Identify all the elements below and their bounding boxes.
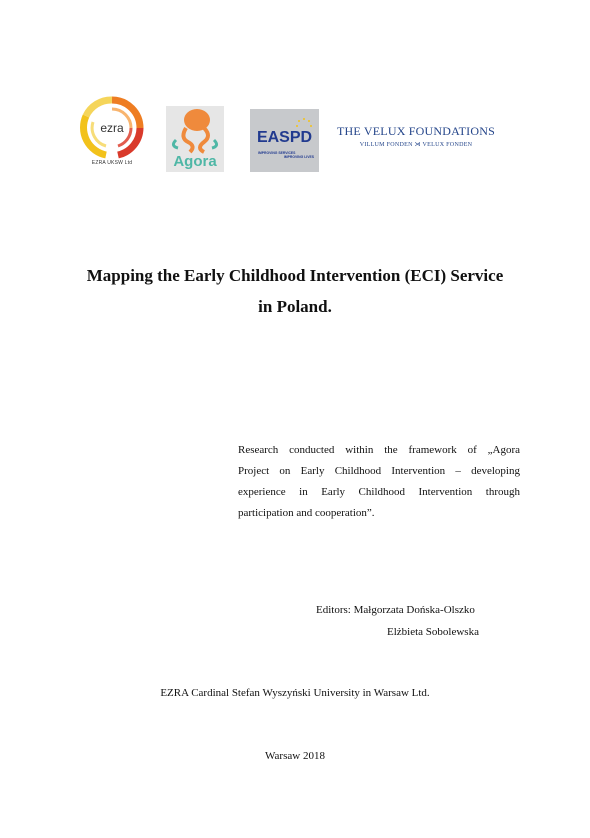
ezra-caption: EZRA UKSW Ltd <box>91 160 133 166</box>
place-year: Warsaw 2018 <box>265 750 325 762</box>
document-title-line-2: in Poland. <box>258 297 332 316</box>
ezra-logo <box>78 96 146 170</box>
velux-logo <box>336 124 506 154</box>
easpd-tagline-1: IMPROVING SERVICES <box>258 151 296 155</box>
document-title-line-1: Mapping the Early Childhood Intervention (ECI) Service <box>86 266 504 285</box>
ezra-ring-icon <box>78 96 146 160</box>
velux-subtitle: VILLUM FONDEN ⋊ VELUX FONDEN <box>359 142 473 148</box>
easpd-wordmark: EASPD <box>256 129 313 146</box>
velux-title: THE VELUX FOUNDATIONS <box>337 124 495 138</box>
ezra-wordmark: ezra <box>100 121 124 135</box>
framework-line: Research conducted within the framework of „Agora <box>238 444 520 456</box>
agora-figure-icon <box>166 106 224 172</box>
easpd-tagline <box>258 151 314 159</box>
agora-wordmark: Agora <box>173 153 217 170</box>
framework-line: participation and cooperation”. <box>238 507 375 519</box>
editors-line <box>316 604 475 616</box>
framework-paragraph <box>238 440 520 524</box>
editor-name-1: Małgorzata Dońska-Olszko <box>353 604 475 616</box>
editors-label: Editors: <box>316 604 351 616</box>
easpd-tagline-2: IMPROVING LIVES <box>283 155 314 159</box>
agora-logo <box>166 106 224 172</box>
framework-line: Project on Early Childhood Intervention – developing <box>238 465 520 477</box>
publisher: EZRA Cardinal Stefan Wyszyński University in Warsaw Ltd. <box>160 687 430 699</box>
easpd-logo <box>250 109 319 172</box>
editor-name-2: Elżbieta Sobolewska <box>387 626 479 638</box>
framework-line: experience in Early Childhood Intervention through <box>238 486 520 498</box>
